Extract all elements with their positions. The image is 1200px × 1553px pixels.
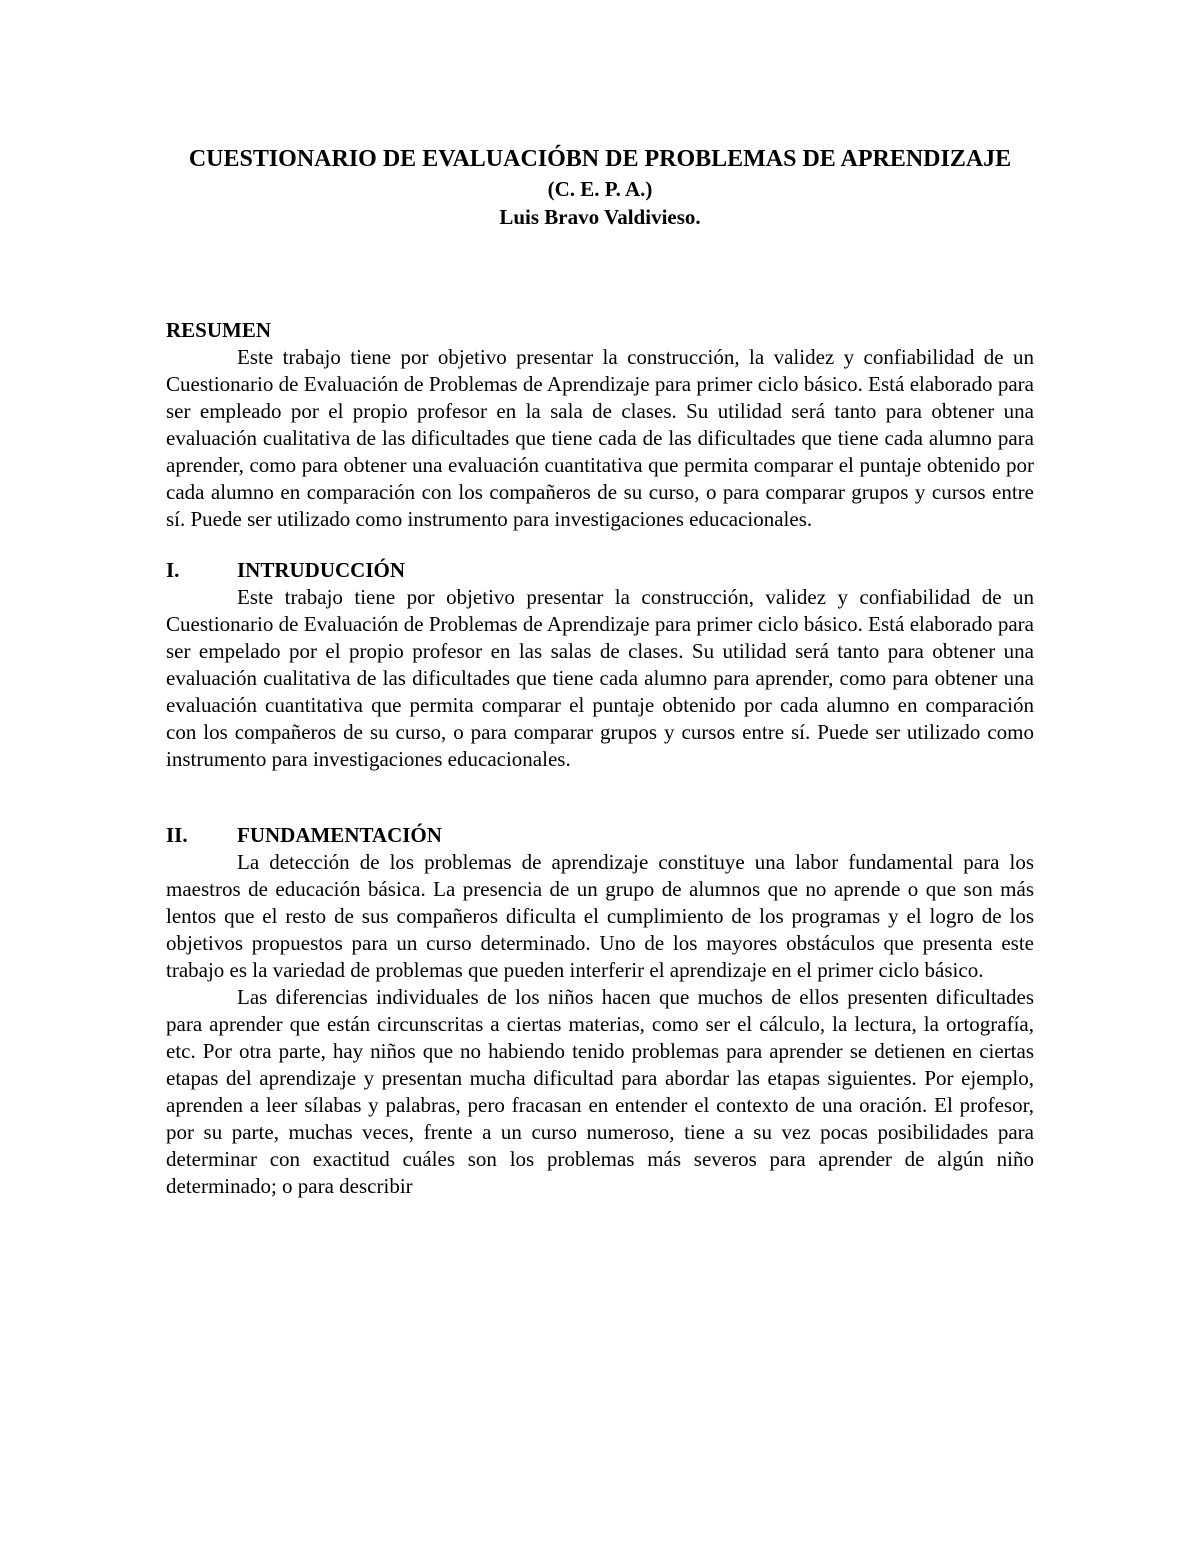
- section-title: FUNDAMENTACIÓN: [237, 823, 442, 847]
- section-number: II.: [166, 823, 188, 847]
- section-heading-fundamentacion: [166, 821, 1034, 849]
- document-title: CUESTIONARIO DE EVALUACIÓBN DE PROBLEMAS DE APRENDIZAJE: [188, 146, 1012, 172]
- section-paragraph: Las diferencias individuales de los niños hacen que muchos de ellos presenten dificultades para aprender que están circunscritas a ciertas materias, como ser el cálculo, la lectura, la ortografía, etc. Por otra parte, hay niños que no habiendo tenido problemas para aprender se detienen en ciertas etapas del aprendizaje y presentan mucha dificultad para abordar las etapas siguientes. Por ejemplo, aprenden a leer sílabas y palabras, pero fracasan en entender el contexto de una oración. El profesor, por su parte, muchas veces, frente a un curso numeroso, tiene a su vez pocas posibilidades para determinar con exactitud cuáles son los problemas más severos para aprender de algún niño determinado; o para describir: [166, 985, 1034, 1198]
- abstract-paragraph: Este trabajo tiene por objetivo presentar la construcción, la validez y confiabilidad de un Cuestionario de Evaluación de Problemas de Aprendizaje para primer ciclo básico. Está elaborado para ser empleado por el propio profesor en la sala de clases. Su utilidad será tanto para obtener una evaluación cualitativa de las dificultades que tiene cada de las dificultades que tiene cada alumno para aprender, como para obtener una evaluación cuantitativa que permita comparar el puntaje obtenido por cada alumno en comparación con los compañeros de su curso, o para comparar grupos y cursos entre sí. Puede ser utilizado como instrumento para investigaciones educacionales.: [166, 345, 1034, 531]
- abstract-heading: [166, 316, 1034, 344]
- section-number: I.: [166, 558, 180, 582]
- abstract-heading-label: RESUMEN: [166, 318, 272, 342]
- section-title: INTRUDUCCIÓN: [237, 558, 406, 582]
- document-acronym: (C. E. P. A.): [547, 177, 653, 201]
- section-heading-introduccion: [166, 556, 1034, 584]
- document-author: Luis Bravo Valdivieso.: [499, 205, 701, 229]
- section-paragraph: La detección de los problemas de aprendizaje constituye una labor fundamental para los maestros de educación básica. La presencia de un grupo de alumnos que no aprende o que son más lentos que el resto de sus compañeros dificulta el cumplimiento de los programas y el logro de los objetivos propuestos para un curso determinado. Uno de los mayores obstáculos que presenta este trabajo es la variedad de problemas que pueden interferir el aprendizaje en el primer ciclo básico.: [166, 850, 1034, 982]
- section-paragraph: Este trabajo tiene por objetivo presentar la construcción, validez y confiabilidad de un Cuestionario de Evaluación de Problemas de Aprendizaje para primer ciclo básico. Está elaborado para ser empelado por el propio profesor en las salas de clases. Su utilidad será tanto para obtener una evaluación cualitativa de las dificultades que tiene cada alumno para aprender, como para obtener una evaluación cuantitativa que permita comparar el puntaje obtenido por cada alumno en comparación con los compañeros de su curso, o para comparar grupos y cursos entre sí. Puede ser utilizado como instrumento para investigaciones educacionales.: [166, 585, 1034, 771]
- title-block: [166, 143, 1034, 231]
